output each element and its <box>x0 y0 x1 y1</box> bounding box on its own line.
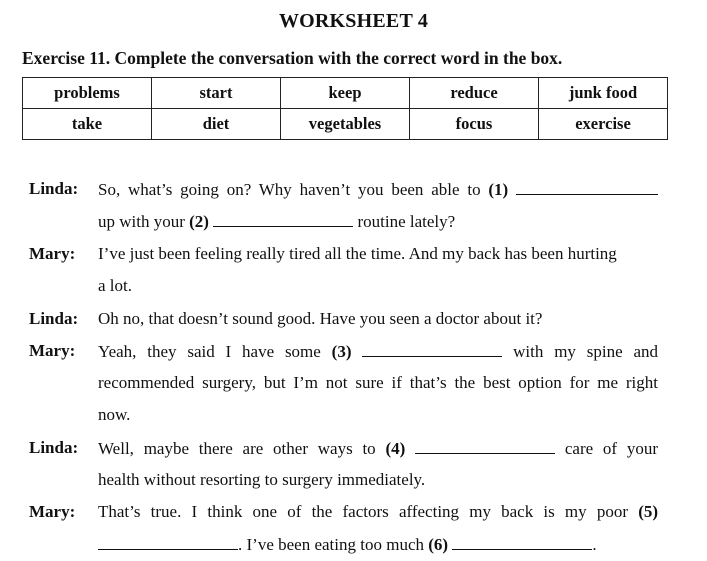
dialogue-text: care of your <box>564 439 659 458</box>
exercise-instruction: Exercise 11. Complete the conversation with the correct word in the box. <box>22 48 563 68</box>
blank-number: (2) <box>189 212 209 231</box>
answer-blank-6[interactable] <box>452 534 592 550</box>
dialogue-text: . I’ve been eating too much <box>238 535 424 554</box>
dialogue-text: routine lately? <box>357 212 456 231</box>
word-box-row <box>23 109 668 140</box>
word-box-cell: diet <box>152 109 281 140</box>
word-box-row <box>23 78 668 109</box>
speaker-linda: Linda: <box>29 179 79 198</box>
dialogue-line: health without resorting to surgery immediately. <box>98 470 426 489</box>
blank-number: (6) <box>428 535 449 554</box>
word-box-cell: reduce <box>410 78 539 109</box>
word-box-cell: focus <box>410 109 539 140</box>
answer-blank-4[interactable] <box>415 438 555 454</box>
dialogue-line: I’ve just been feeling really tired all the time. And my back has been hurting <box>98 244 617 263</box>
word-box-cell: keep <box>281 78 410 109</box>
answer-blank-1[interactable] <box>516 179 658 195</box>
dialogue-text: up with your <box>98 212 185 231</box>
dialogue-line <box>98 179 658 200</box>
dialogue-line: now. <box>98 405 131 424</box>
dialogue-text: So, what’s going on? Why haven’t you been able to <box>98 180 481 199</box>
dialogue-text: Well, maybe there are other ways to <box>98 439 376 458</box>
blank-number: (5) <box>638 502 659 521</box>
word-box-cell: vegetables <box>281 109 410 140</box>
dialogue-line <box>98 534 597 555</box>
dialogue-text: . <box>592 535 597 554</box>
dialogue-line <box>98 211 455 232</box>
word-box-cell: take <box>23 109 152 140</box>
dialogue-line <box>98 502 658 522</box>
speaker-mary: Mary: <box>29 341 76 360</box>
dialogue-line: recommended surgery, but I’m not sure if that’s the best option for me right <box>98 373 658 392</box>
dialogue-text: Yeah, they said I have some <box>98 342 321 361</box>
answer-blank-3[interactable] <box>362 341 502 357</box>
word-box-cell: junk food <box>539 78 668 109</box>
dialogue-text: with my spine and <box>513 342 658 361</box>
speaker-mary: Mary: <box>29 502 76 521</box>
dialogue-line: a lot. <box>98 276 132 295</box>
speaker-linda: Linda: <box>29 438 79 457</box>
word-box-cell: exercise <box>539 109 668 140</box>
blank-number: (3) <box>331 342 352 361</box>
speaker-mary: Mary: <box>29 244 76 263</box>
worksheet-title: WORKSHEET 4 <box>278 10 429 32</box>
dialogue-line <box>98 438 658 459</box>
dialogue-line: Oh no, that doesn’t sound good. Have you seen a doctor about it? <box>98 309 543 328</box>
word-box-cell: start <box>152 78 281 109</box>
blank-number: (4) <box>385 439 406 458</box>
answer-blank-5[interactable] <box>98 534 238 550</box>
dialogue-text: That’s true. I think one of the factors affecting my back is my poor <box>98 502 628 521</box>
dialogue-line <box>98 341 658 362</box>
answer-blank-2[interactable] <box>213 211 353 227</box>
word-box-cell: problems <box>23 78 152 109</box>
blank-number: (1) <box>488 180 509 199</box>
speaker-linda: Linda: <box>29 309 79 328</box>
word-box-table <box>22 77 668 140</box>
